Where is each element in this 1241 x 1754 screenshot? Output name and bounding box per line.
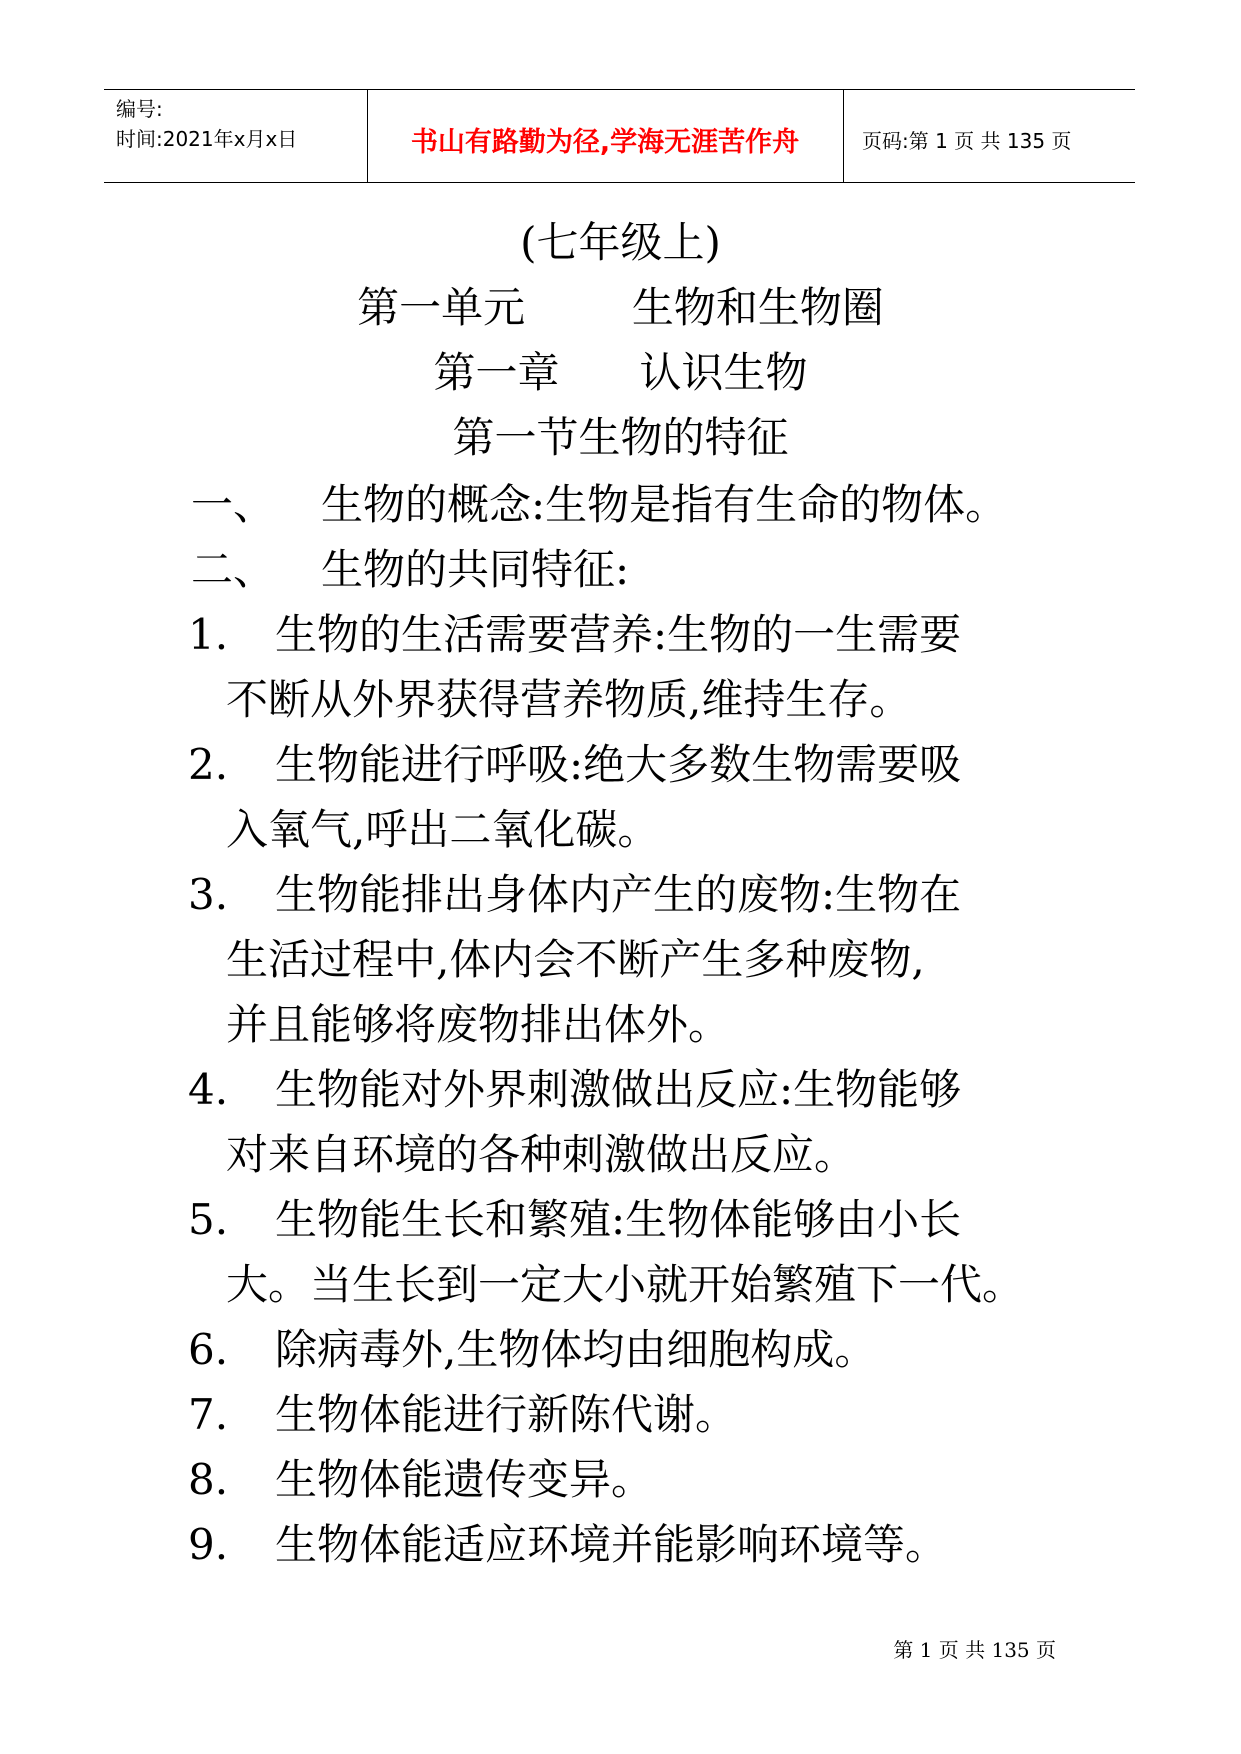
list-item-number: 9.: [188, 1520, 229, 1569]
section-marker: 二、: [191, 545, 276, 594]
list-item-number: 4.: [188, 1065, 229, 1114]
list-item-text: 生物体能遗传变异。: [275, 1455, 654, 1504]
list-item-number: 5.: [188, 1195, 229, 1244]
section-item: [191, 480, 1007, 530]
section-text: 生物的概念:生物是指有生命的物体。: [321, 480, 1008, 529]
section-item: [191, 545, 629, 595]
document-number-label: 编号:: [116, 97, 163, 121]
list-item-text: 生物体能适应环境并能影响环境等。: [275, 1520, 948, 1569]
list-item-number: 1.: [188, 610, 229, 659]
unit-heading: 第一单元 生物和生物圈: [357, 283, 884, 332]
list-item-number: 3.: [188, 870, 229, 919]
page-header: [104, 89, 1135, 183]
list-item-text: 不断从外界获得营养物质,维持生存。: [226, 675, 912, 724]
list-item-text: 生物能生长和繁殖:生物体能够由小长: [275, 1195, 962, 1244]
list-item-text: 除病毒外,生物体均由细胞构成。: [275, 1325, 877, 1374]
header-divider: [843, 90, 844, 182]
list-item-number: 6.: [188, 1325, 229, 1374]
header-motto: 书山有路勤为径,学海无涯苦作舟: [410, 127, 800, 158]
list-item-text: 对来自环境的各种刺激做出反应。: [226, 1130, 857, 1179]
section-heading: 第一节生物的特征: [452, 413, 789, 462]
section-text: 生物的共同特征:: [321, 545, 630, 594]
list-item-text: 生物能进行呼吸:绝大多数生物需要吸: [275, 740, 962, 789]
document-date: 时间:2021年x月x日: [116, 127, 298, 151]
grade-heading: (七年级上): [520, 218, 721, 267]
header-page-info: 页码:第 1 页 共 135 页: [862, 129, 1072, 153]
section-marker: 一、: [191, 480, 276, 529]
list-item-text: 生物的生活需要营养:生物的一生需要: [275, 610, 962, 659]
list-item-text: 并且能够将废物排出体外。: [226, 1000, 731, 1049]
header-meta: [116, 94, 297, 154]
list-item-number: 7.: [188, 1390, 229, 1439]
list-item-text: 生物体能进行新陈代谢。: [275, 1390, 738, 1439]
chapter-heading: 第一章 认识生物: [433, 348, 808, 397]
page-footer: 第 1 页 共 135 页: [893, 1638, 1056, 1662]
list-item-number: 8.: [188, 1455, 229, 1504]
list-item-text: 生物能排出身体内产生的废物:生物在: [275, 870, 962, 919]
list-item-text: 生物能对外界刺激做出反应:生物能够: [275, 1065, 962, 1114]
list-item-number: 2.: [188, 740, 229, 789]
list-item-text: 大。当生长到一定大小就开始繁殖下一代。: [226, 1260, 1025, 1309]
list-item-text: 入氧气,呼出二氧化碳。: [226, 805, 660, 854]
list-item-text: 生活过程中,体内会不断产生多种废物,: [226, 935, 925, 984]
